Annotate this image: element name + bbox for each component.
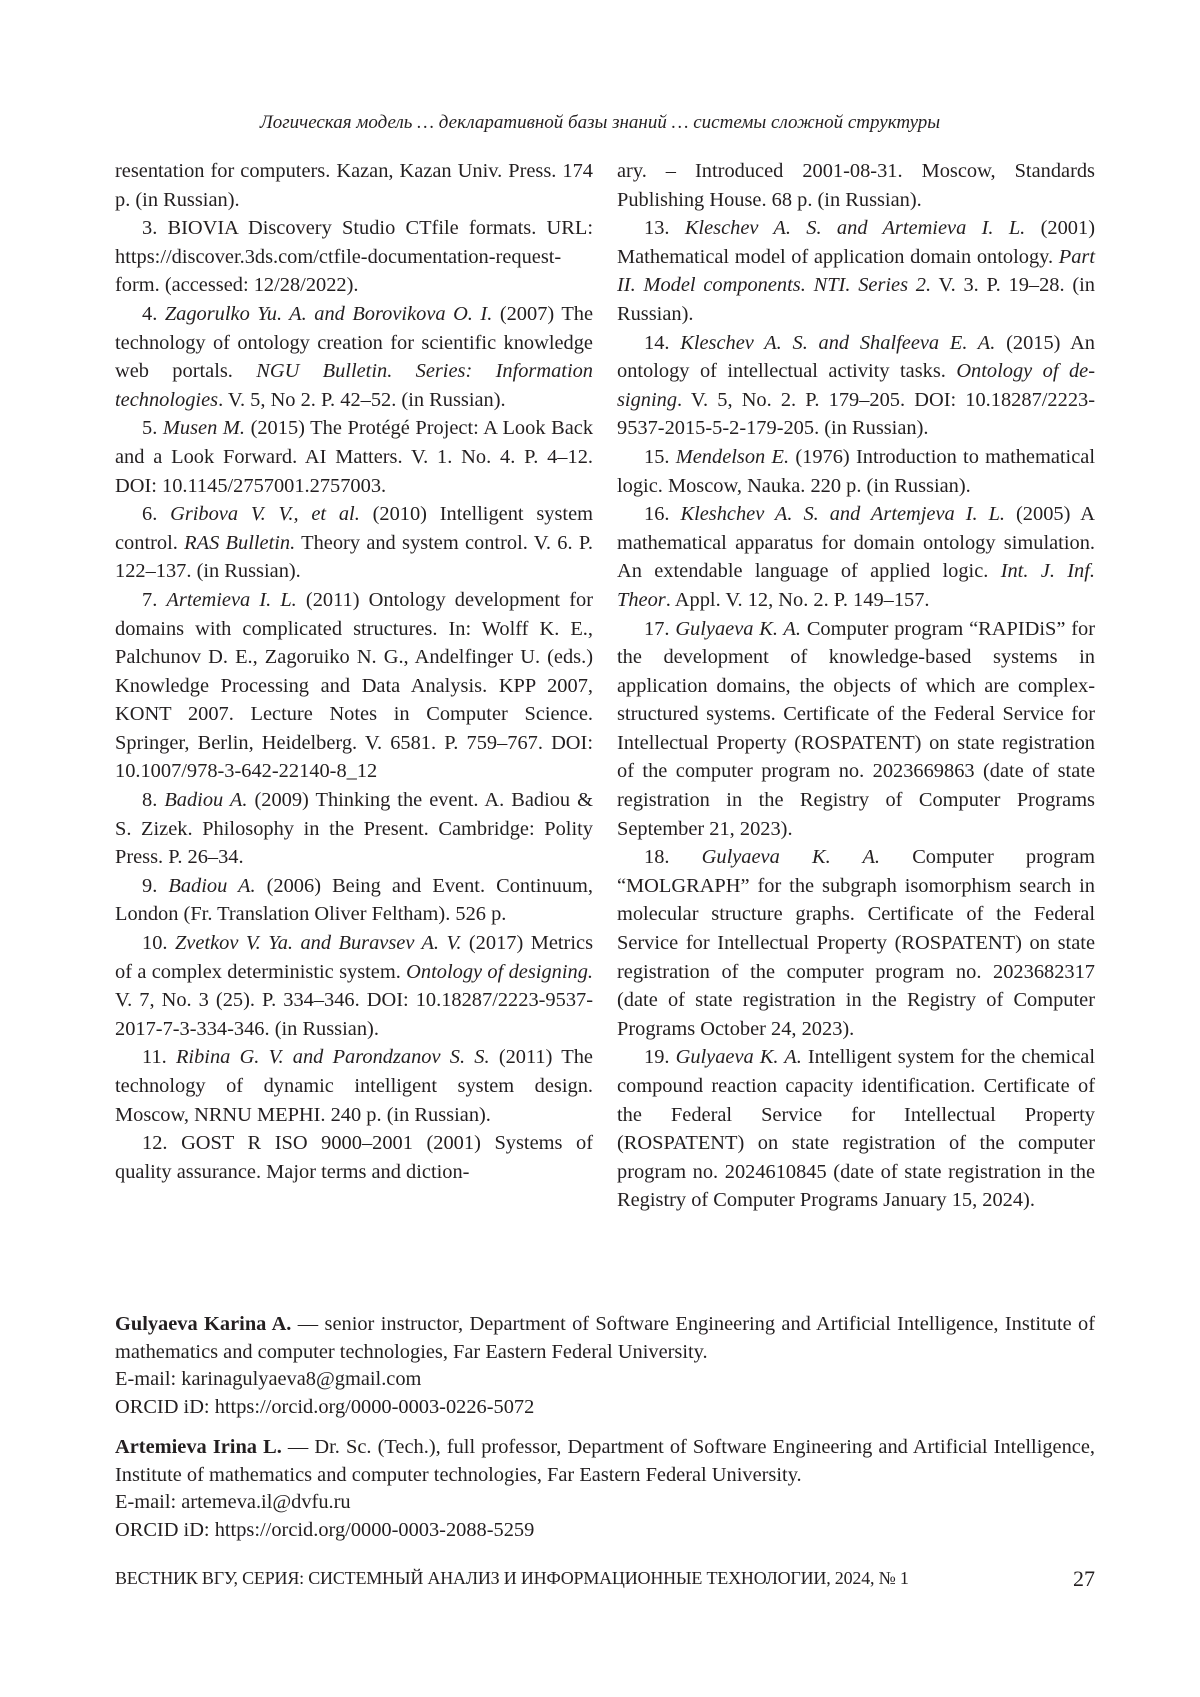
reference-item	[617, 214, 1095, 328]
reference-item	[617, 843, 1095, 1043]
reference-text: Intelligent system for the chemical compound reaction capacity identifi­cation. Certificate of the Federal Service for In­tellectual Property (ROSPATENT) on state regis­tration of the computer program no. 2024610845 (date of state registration in the Registry of Com­puter Programs January 15, 2024).	[617, 1046, 1095, 1211]
reference-italic-text: Ontology of de­signing	[617, 360, 1095, 411]
reference-italic-text: Zagorulko Yu. A. and Borovikova O. I.	[165, 303, 493, 325]
reference-italic-text: Badiou A.	[164, 789, 247, 811]
reference-text: V. 3. P. 19–28. (in Russian).	[617, 274, 1095, 325]
author-email: E-mail: artemeva.il@dvfu.ru	[115, 1489, 1095, 1517]
reference-italic-text: Badiou A.	[168, 875, 255, 897]
page-footer	[115, 1568, 1095, 1589]
reference-text: Theory and system control. V. 6. P. 122–137. (in Russian).	[115, 532, 593, 583]
reference-text: 18.	[644, 846, 702, 868]
reference-text: (2011) Ontology develop­ment for domains with complicated structures. In: Wolff K. E., Palchunov D. E., Zagoruiko N. G., Andelfinger U. (eds.) Knowledge Processing and Data Analysis. KPP 2007, KONT 2007. Lecture Notes in Computer Science. Springer, Berlin, Hei­delberg. V. 6581. P. 759–767. DOI: 10.1007/978-3-642-22140-8_12	[115, 589, 593, 783]
reference-text: 7.	[142, 589, 166, 611]
author-orcid: ORCID iD: https://orcid.org/0000-0003-0226-5072	[115, 1394, 1095, 1422]
reference-text: 17.	[644, 618, 675, 640]
reference-text: Computer program “RA­PIDiS” for the development of knowledge-based systems in application domains, the objects of which are complex-structured systems. Certifi­cate of the Federal Service for Intellectual Prop­erty (ROSPATENT) on state registration of the computer program no. 2023669863 (date of state registration in the Registry of Computer Pro­grams September 21, 2023).	[617, 618, 1095, 840]
reference-text: 12. GOST R ISO 9000–2001 (2001) Systems of quality assurance. Major terms and diction-	[115, 1132, 593, 1183]
reference-item	[115, 157, 593, 214]
reference-text: 5.	[142, 417, 163, 439]
reference-item	[115, 1129, 593, 1186]
references-right-column	[617, 157, 1095, 1215]
reference-italic-text: RAS Bulletin.	[184, 532, 295, 554]
reference-item	[617, 329, 1095, 443]
reference-text: V. 7, No. 3 (25). P. 334–346. DOI: 10.18287/2223-9537-2017-7-3-334-346. (in Russian).	[115, 989, 593, 1040]
author-orcid: ORCID iD: https://orcid.org/0000-0003-2088-5259	[115, 1517, 1095, 1545]
reference-italic-text: Gulyaeva K. A.	[676, 1046, 802, 1068]
reference-item	[115, 300, 593, 414]
author-entry	[115, 1311, 1095, 1421]
reference-text: . Appl. V. 12, No. 2. P. 149–157.	[666, 589, 930, 611]
reference-text: Computer program “MOLGRAPH” for the subgraph isomorphism search in molecular structure graphs. Certificate of the Federal Service for Intellectual Property (ROSPATENT) on state registration of the com­puter program no. 2023682317 (date of state reg­istration in the Registry of Computer Programs October 24, 2023).	[617, 846, 1095, 1040]
references-left-column	[115, 157, 593, 1186]
reference-text: 8.	[142, 789, 164, 811]
author-name: Artemieva Irina L.	[115, 1436, 282, 1458]
reference-text: (2017) Metrics of a complex deterministic system.	[115, 932, 593, 983]
reference-italic-text: Artemieva I. L.	[166, 589, 296, 611]
reference-text: 13.	[644, 217, 685, 239]
reference-text: 11.	[142, 1046, 176, 1068]
reference-text: (2006) Being and Event. Continu­um, London (Fr. Translation Oliver Feltham). 526 p.	[115, 875, 593, 926]
reference-italic-text: Kleschev A. S. and Artemieva I. L.	[685, 217, 1025, 239]
author-name: Gulyaeva Karina A.	[115, 1313, 291, 1335]
reference-text: (2009) Thinking the event. A. Badiou & S. Zizek. Philosophy in the Present. Cambridge: Polity Press. P. 26–34.	[115, 789, 593, 868]
reference-text: (2011) The technology of dynamic intelligent system de­sign. Moscow, NRNU MEPHI. 240 p. (in Russian).	[115, 1046, 593, 1125]
reference-italic-text: Zvetkov V. Ya. and Buravsev A. V.	[175, 932, 461, 954]
reference-text: 16.	[644, 503, 680, 525]
reference-italic-text: Musen M.	[163, 417, 245, 439]
reference-item	[617, 1043, 1095, 1215]
reference-item	[617, 443, 1095, 500]
reference-italic-text: Part II. Model components. NTI. Series 2.	[617, 246, 1095, 297]
reference-item	[115, 500, 593, 586]
reference-text: 3. BIOVIA Discovery Studio CTfile formats. URL: https://discover.3ds.com/ctfile-documen­tation-request-form. (accessed: 12/28/2022).	[115, 217, 593, 296]
reference-italic-text: Mendelson E.	[676, 446, 789, 468]
reference-text: (2005) A mathematical apparatus for domain ontology sim­ulation. An extendable language of applied logic.	[617, 503, 1095, 582]
reference-italic-text: Gulyaeva K. A.	[675, 618, 801, 640]
reference-text: ary. – Introduced 2001-08-31. Moscow, Stand­ards Publishing House. 68 p. (in Russian).	[617, 160, 1095, 211]
reference-item	[115, 414, 593, 500]
reference-item	[115, 214, 593, 300]
reference-italic-text: Ribina G. V. and Parondzanov S. S.	[176, 1046, 490, 1068]
reference-text: resentation for computers. Kazan, Kazan Univ. Press. 174 p. (in Russian).	[115, 160, 593, 211]
reference-text: . V. 5, No 2. P. 42–52. (in Russian).	[218, 389, 506, 411]
reference-text: 19.	[644, 1046, 676, 1068]
reference-text: (2001) Mathematical model of application domain on­tology.	[617, 217, 1095, 268]
author-description: — senior instructor, Department of Software Engineering and Artificial Intelli­gence, Institute of mathematics and computer technologies, Far Eastern Federal University.	[115, 1313, 1095, 1363]
reference-item	[115, 1043, 593, 1129]
reference-text: 6.	[142, 503, 170, 525]
author-info	[115, 1311, 1095, 1557]
reference-text: (2010) Intelligent sys­tem control.	[115, 503, 593, 554]
reference-item	[115, 586, 593, 786]
reference-text: . V. 5, No. 2. P. 179–205. DOI: 10.18287/2223-9537-2015-5-2-179-205. (in Russian).	[617, 389, 1095, 440]
reference-text: 4.	[142, 303, 165, 325]
page-number: 27	[1073, 1566, 1095, 1592]
reference-item	[115, 872, 593, 929]
author-email: E-mail: karinagulyaeva8@gmail.com	[115, 1366, 1095, 1394]
reference-text: (2015) An ontology of intellectual activity tasks.	[617, 332, 1095, 383]
reference-italic-text: Gulyaeva K. A.	[702, 846, 880, 868]
reference-text: 15.	[644, 446, 676, 468]
running-header: Логическая модель … декларативной базы знаний … системы сложной структуры	[0, 112, 1200, 134]
reference-item	[115, 786, 593, 872]
reference-text: (2015) The Protégé Project: A Look Back and a Look Forward. AI Matters. V. 1. No. 4. P. 4–12. DOI: 10.1145/2757001.2757003.	[115, 417, 593, 496]
reference-italic-text: Int. J. Inf. Theor	[617, 560, 1095, 611]
reference-text: 9.	[142, 875, 168, 897]
reference-item	[617, 157, 1095, 214]
reference-text: 10.	[142, 932, 175, 954]
reference-italic-text: Kleshchev A. S. and Artemjeva I. L.	[680, 503, 1005, 525]
reference-item	[617, 615, 1095, 844]
reference-italic-text: On­tology of designing.	[406, 961, 593, 983]
author-description: — Dr. Sc. (Tech.), full professor, Department of Software Engineering and Artifi­cial Intelligence, Institute of mathematics and computer technologies, Far Eastern Federal University.	[115, 1436, 1095, 1486]
reference-italic-text: Gribova V. V., et al.	[170, 503, 360, 525]
reference-item	[617, 500, 1095, 614]
reference-text: (1976) Introduction to math­ematical logic. Moscow, Nauka. 220 p. (in Russian).	[617, 446, 1095, 497]
reference-italic-text: Kleschev A. S. and Shalfeeva E. A.	[680, 332, 995, 354]
reference-text: 14.	[644, 332, 680, 354]
journal-title: ВЕСТНИК ВГУ, СЕРИЯ: СИСТЕМНЫЙ АНАЛИЗ И ИНФОРМАЦИОННЫЕ ТЕХНОЛОГИИ, 2024, № 1	[115, 1568, 909, 1588]
author-entry	[115, 1434, 1095, 1544]
reference-italic-text: NGU Bulletin. Series: Information technologies	[115, 360, 593, 411]
reference-item	[115, 929, 593, 1043]
reference-text: (2007) The technology of ontology creation for scientific knowledge web portals.	[115, 303, 593, 382]
